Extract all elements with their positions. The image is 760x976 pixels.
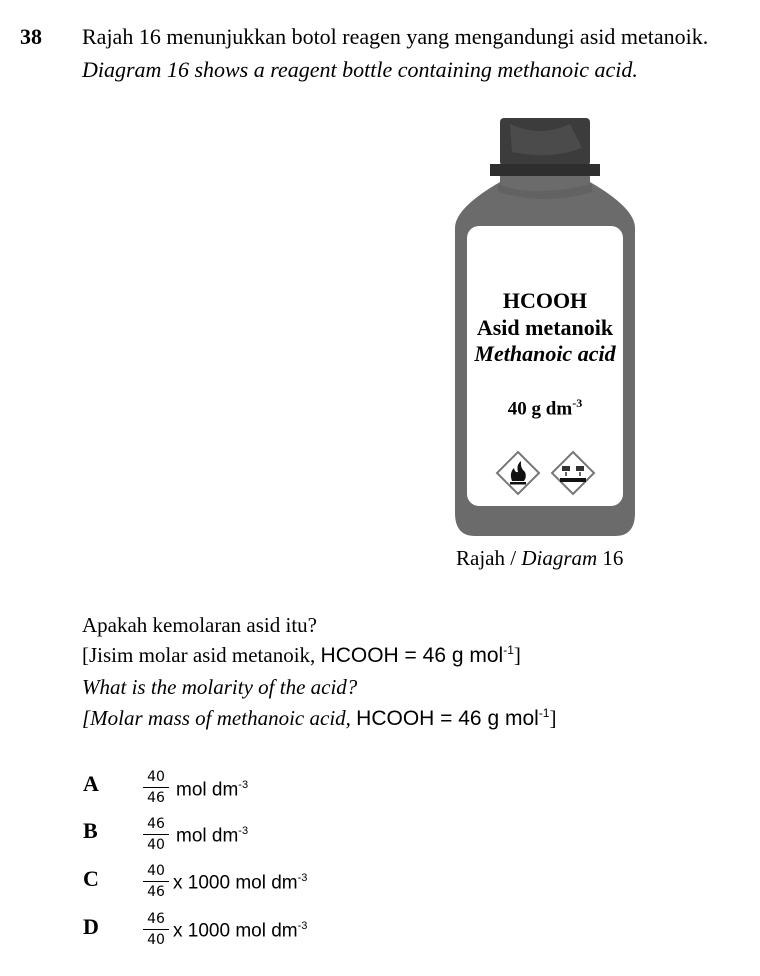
given-english-close: ] <box>549 706 557 730</box>
option-a-exponent: -3 <box>238 779 249 791</box>
bottle-label-formula: HCOOH <box>502 288 588 313</box>
caption-english: Diagram <box>521 546 598 570</box>
bottle-label-name-malay: Asid metanoik <box>476 315 614 340</box>
option-c-unit-text: x 1000 mol dm <box>173 872 298 894</box>
option-c-exponent: -3 <box>297 872 308 884</box>
option-d-unit <box>173 920 307 942</box>
option-d-exponent: -3 <box>297 920 308 932</box>
given-english-pre: [Molar mass of methanoic acid, <box>82 706 357 730</box>
given-english-formula: HCOOH = 46 g mol <box>356 707 539 730</box>
option-a-unit-text: mol dm <box>176 779 239 801</box>
option-c-numerator: 40 <box>143 862 169 882</box>
option-c-fraction <box>143 862 169 901</box>
option-b-exponent: -3 <box>238 825 249 837</box>
option-a-denominator: 46 <box>147 790 165 806</box>
given-malay-close: ] <box>513 643 521 667</box>
concentration-exponent: -3 <box>572 396 583 410</box>
option-a-numerator: 40 <box>143 768 169 788</box>
caption-number: 16 <box>597 546 624 570</box>
concentration-value: 40 g dm <box>507 398 573 420</box>
given-malay-exponent: -1 <box>503 643 514 657</box>
option-b-letter: B <box>83 818 98 843</box>
question-stem-english: Diagram 16 shows a reagent bottle containing methanoic acid. <box>82 57 638 82</box>
option-b-numerator: 46 <box>143 815 169 835</box>
option-d-denominator: 40 <box>147 932 165 948</box>
prompt-question-english: What is the molarity of the acid? <box>82 675 358 699</box>
option-a-fraction <box>143 768 169 807</box>
option-b-unit-text: mol dm <box>176 825 239 847</box>
diagram-caption <box>456 546 623 571</box>
option-a-unit <box>176 779 248 801</box>
bottle-cap-rim <box>490 164 600 176</box>
option-d-fraction <box>143 910 169 949</box>
option-c-letter: C <box>83 866 99 891</box>
given-english-exponent: -1 <box>538 706 550 720</box>
given-malay-formula: HCOOH = 46 g mol <box>320 644 504 667</box>
question-stem-malay: Rajah 16 menunjukkan botol reagen yang mengandungi asid metanoik. <box>82 24 709 49</box>
option-b-unit <box>176 825 248 847</box>
option-c-denominator: 46 <box>147 884 165 900</box>
prompt-given-english <box>82 706 556 731</box>
option-d-letter: D <box>83 914 99 939</box>
bottle-label-name-english: Methanoic acid <box>474 341 616 366</box>
caption-malay: Rajah / <box>456 546 522 570</box>
option-a-letter: A <box>83 771 99 796</box>
option-b-fraction <box>143 815 169 854</box>
prompt-question-malay: Apakah kemolaran asid itu? <box>82 613 317 637</box>
option-c-unit <box>173 872 307 894</box>
option-b-denominator: 40 <box>147 837 165 853</box>
option-d-numerator: 46 <box>143 910 169 930</box>
option-d-unit-text: x 1000 mol dm <box>173 920 298 942</box>
bottle-label-concentration <box>470 396 620 420</box>
given-malay-pre: [Jisim molar asid metanoik, <box>82 643 321 667</box>
prompt-given-malay <box>82 643 521 668</box>
question-number: 38 <box>20 24 42 49</box>
